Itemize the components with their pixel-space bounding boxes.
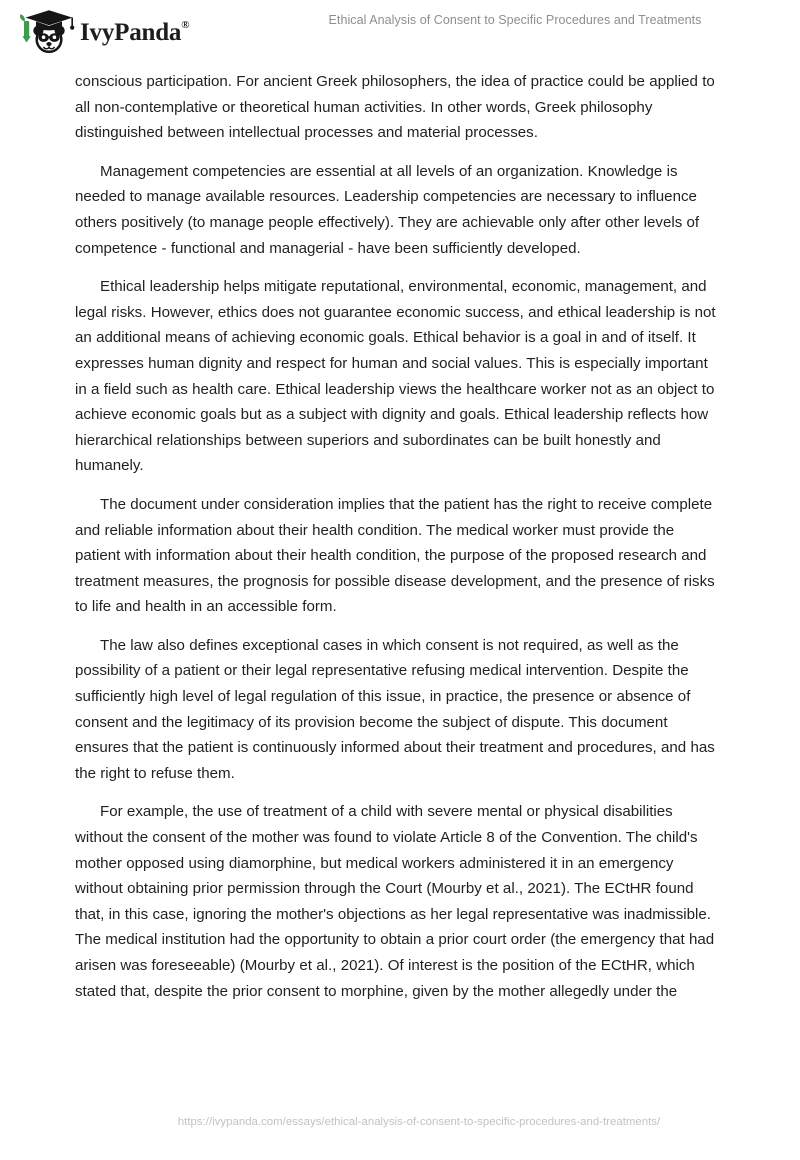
paragraph: For example, the use of treatment of a child with severe mental or physical disabilities without the consent of the mother was found to violate Article 8 of the Convention. The child's mother opposed using diamorphine, but medical workers administered it in an emergency without obtaining prior permission through the Court (Mourby et al., 2021). The ECtHR found that, in this case, ignoring the mother's objections as her legal representative was inadmissible. The medical institution had the opportunity to obtain a prior court order (the emergency that had arisen was foreseeable) (Mourby et al., 2021). Of interest is the position of the ECtHR, which stated that, despite the prior consent to morphine, given by the mother allegedly under the <box>75 803 715 1000</box>
page-footer <box>0 1112 800 1130</box>
brand-name-text: IvyPanda <box>80 18 182 46</box>
panda-graduate-logo-icon <box>18 8 80 54</box>
page-header <box>0 0 800 62</box>
brand-logo[interactable] <box>18 8 189 54</box>
paragraph: Management competencies are essential at all levels of an organization. Knowledge is needed to manage available resources. Leadership competencies are necessary to influence others positively (to manage people effectively). They are achievable only after other levels of competence - functional and managerial - have been sufficiently developed. <box>75 162 700 257</box>
paragraph: conscious participation. For ancient Greek philosophers, the idea of practice could be applied to all non-contemplative or theoretical human activities. In other words, Greek philosophy distinguished between intellectual processes and material processes. <box>75 73 715 142</box>
paragraph: The document under consideration implies that the patient has the right to receive complete and reliable information about their health condition. The medical worker must provide the patient with information about their health condition, the purpose of the proposed research and treatment measures, the prognosis for possible disease development, and the presence of risks to life and health in an accessible form. <box>75 495 715 616</box>
brand-wordmark <box>80 20 189 45</box>
source-url[interactable]: https://ivypanda.com/essays/ethical-analysis-of-consent-to-specific-procedures-and-treatments/ <box>177 1116 661 1128</box>
registered-trademark-symbol: ® <box>181 19 190 32</box>
document-title-header: Ethical Analysis of Consent to Specific Procedures and Treatments <box>328 13 702 27</box>
paragraph: The law also defines exceptional cases in which consent is not required, as well as the possibility of a patient or their legal representative refusing medical intervention. Despite the sufficiently high level of legal regulation of this issue, in practice, the presence or absence of consent and the legitimacy of its provision become the subject of dispute. This document ensures that the patient is continuously informed about their treatment and procedures, and has the right to refuse them. <box>75 636 715 782</box>
document-body <box>75 69 723 1017</box>
paragraph: Ethical leadership helps mitigate reputational, environmental, economic, management, and legal risks. However, ethics does not guarantee economic success, and ethical leadership is not an additional means of achieving economic goals. Ethical behavior is a goal in and of itself. It expresses human dignity and respect for human and social values. This is especially important in a field such as health care. Ethical leadership views the healthcare worker not as an object to achieve economic goals but as a subject with dignity and goals. Ethical leadership reflects how hierarchical relationships between superiors and subordinates can be built honestly and humanely. <box>75 278 716 475</box>
